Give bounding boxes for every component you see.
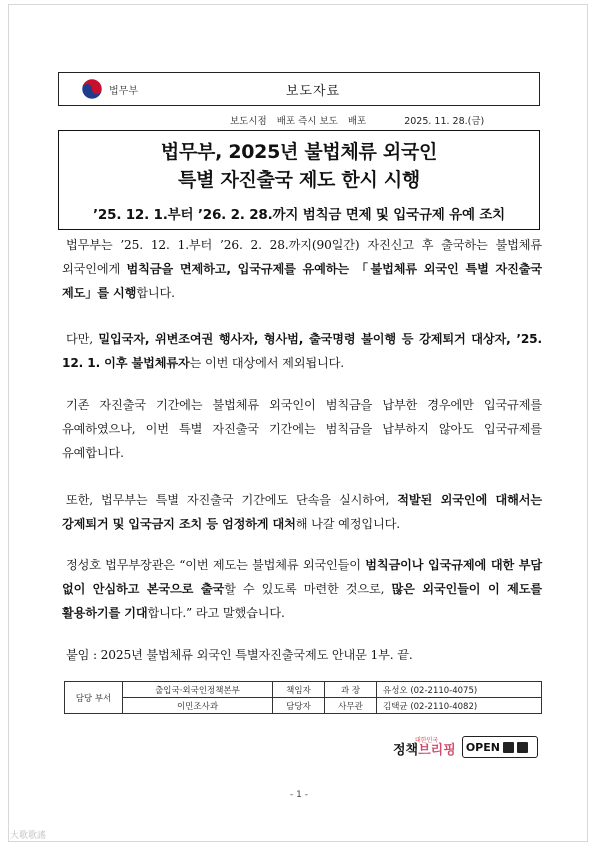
doc-type-title: 보도자료 bbox=[285, 83, 341, 99]
dept-label: 담당 부서 bbox=[65, 682, 123, 714]
p5-text-c: 할 수 있도록 마련한 것으로, bbox=[224, 582, 392, 596]
header-bar bbox=[58, 72, 540, 106]
headline-line2: 특별 자진출국 제도 한시 시행 bbox=[178, 169, 420, 191]
briefing-logo-b: 브리핑 bbox=[418, 743, 456, 758]
kogl-open-badge bbox=[462, 736, 538, 758]
paragraph-3: 기존 자진출국 기간에는 불법체류 외국인이 범칙금을 납부한 경우에만 입국규제를 유예하였으나, 이번 특별 자진출국 기간에는 범칙금을 납부하지 않아도 입국규제를 유예합니다. bbox=[62, 398, 542, 460]
paragraph-5 bbox=[62, 553, 542, 625]
open-text: OPEN bbox=[465, 740, 500, 754]
p2-text-bold: 밀입국자, 위변조여권 행사자, 형사범, 출국명령 불이행 등 강제퇴거 대상자, ’25. 12. 1. 이후 불법체류자 bbox=[62, 332, 542, 370]
title-box bbox=[58, 130, 540, 230]
staff-name: 김택균 (02-2110-4082) bbox=[377, 698, 542, 714]
briefing-small-text: 대한민국 bbox=[415, 737, 439, 744]
responsible-label: 책임자 bbox=[273, 682, 325, 698]
headline-line1: 법무부, 2025년 불법체류 외국인 bbox=[160, 141, 438, 163]
attribution-icon bbox=[503, 742, 514, 753]
p1-text-c: 합니다. bbox=[136, 286, 175, 300]
responsible-name: 유성오 (02-2110-4075) bbox=[377, 682, 542, 698]
staff-title: 사무관 bbox=[325, 698, 377, 714]
release-info bbox=[230, 113, 550, 127]
dept-line2: 이민조사과 bbox=[123, 698, 273, 714]
taegeuk-emblem-icon bbox=[81, 78, 103, 100]
p1-text-a: 법무부는 ’25. 12. 1.부터 ’26. 2. 28.까지(90일간) 자진신고 후 출국하는 불법체류 외국인에게 bbox=[62, 238, 542, 276]
headline bbox=[59, 138, 539, 194]
ministry-name: 법무부 bbox=[109, 85, 138, 97]
watermark: 大歌歌謠 bbox=[10, 831, 47, 841]
attachment-line: 붙임 : 2025년 불법체류 외국인 특별자진출국제도 안내문 1부. 끝. bbox=[66, 648, 413, 662]
p5-text-a: 정성호 법무부장관은 “이번 제도는 불법체류 외국인들이 bbox=[66, 558, 366, 572]
dept-line1: 출입국·외국인정책본부 bbox=[123, 682, 273, 698]
responsible-title: 과 장 bbox=[325, 682, 377, 698]
p4-text-bold: 적발된 외국인에 대해서는 강제퇴거 및 입국금지 조치 등 엄정하게 대처 bbox=[62, 493, 542, 531]
briefing-logo-a: 정책 bbox=[393, 743, 419, 758]
p4-text-c: 해 나갈 예정입니다. bbox=[295, 517, 400, 531]
p1-text-bold: 범칙금을 면제하고, 입국규제를 유예하는 「불법체류 외국인 특별 자진출국 제도」를 시행 bbox=[62, 262, 542, 300]
briefing-logos bbox=[393, 722, 541, 758]
policy-briefing-logo bbox=[393, 734, 456, 758]
release-label: 보도시점 bbox=[230, 116, 267, 127]
p2-text-a: 다만, bbox=[66, 332, 99, 346]
license-icon bbox=[517, 742, 528, 753]
page-number: - 1 - bbox=[290, 790, 308, 800]
p5-text-bold-1: 범칙금이나 입국규제에 대한 부담 없이 안심하고 본국으로 출국 bbox=[62, 558, 542, 596]
distribution-label: 배포 bbox=[347, 116, 367, 127]
p5-text-e: 합니다.” 라고 말했습니다. bbox=[147, 606, 285, 620]
ministry-logo bbox=[59, 73, 167, 105]
subtitle: ’25. 12. 1.부터 ’26. 2. 28.까지 범칙금 면제 및 입국규제 유예 조치 bbox=[93, 207, 505, 223]
paragraph-2 bbox=[62, 327, 542, 375]
p4-text-a: 또한, 법무부는 특별 자진출국 기간에도 단속을 실시하여, bbox=[66, 493, 398, 507]
p5-text-bold-2: 많은 외국인들이 이 제도를 활용하기를 기대 bbox=[62, 582, 542, 620]
contact-table bbox=[64, 681, 542, 714]
paragraph-1 bbox=[62, 233, 542, 305]
staff-label: 담당자 bbox=[273, 698, 325, 714]
paragraph-4 bbox=[62, 488, 542, 536]
p2-text-c: 는 이번 대상에서 제외됩니다. bbox=[189, 356, 344, 370]
release-timing: 배포 즉시 보도 bbox=[276, 116, 338, 127]
release-date: 2025. 11. 28.(금) bbox=[404, 116, 485, 127]
